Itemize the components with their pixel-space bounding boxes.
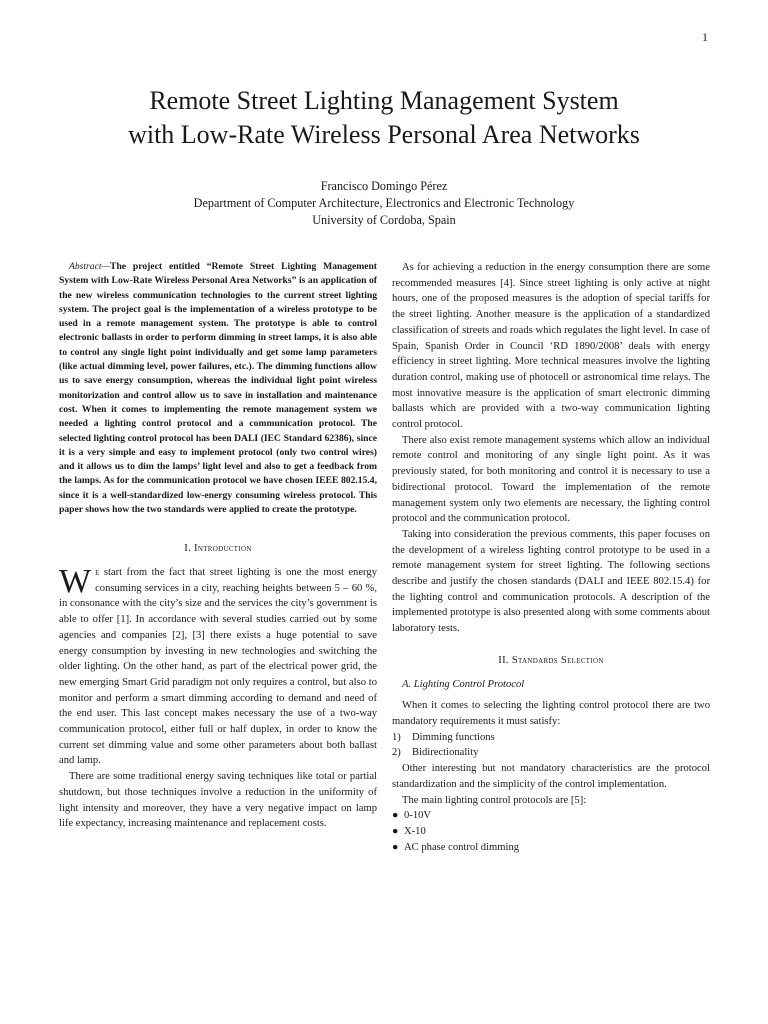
intro-paragraph-3: As for achieving a reduction in the energy consumption there are some recommended measures [4]. Since street lighting is only active at night hours, one of the proposed measures is the adoption of special tariffs for the street lighting. Another measure is the application of a standardized classification of streets and roads which regulates the light level. In case of Spain, Spanish Order in Council ‘RD 1890/2008’ deals with energy efficiency in street lighting. More technical measures involve the lighting duration control, making use of photocell or astronomical time relays. The most innovative measure is the application of smart electronic dimming ballasts which are provided with a two-way communication lighting control protocol. [392,262,710,431]
author-university: University of Cordoba, Spain [312,213,456,227]
abstract [59,260,377,517]
bullet-icon: ● [392,810,399,822]
intro-paragraph-1-text: start from the fact that street lighting is one the most energy consuming services in a city, reaching heights between 5 – 60 %, in consonance with the city’s size and the services the city’s government is able to offer [1]. In accordance with several studies carried out by some agencies and companies [2], [3] there exists a huge potential to save energy consumption by investing in new technologies and switching the older lighting. On the other hand, as part of the electrical power grid, the new emerging Smart Grid paradigm not only requires a control, but also to monitor and perform a smart dimming according to demand and need of the end user. This last concept makes necessary the use of a two-way communication protocol, either full or half duplex, in order to know the current set dimming value and some other parameters about both ballast and lamp. [59,567,377,767]
title-line-2: with Low-Rate Wireless Personal Area Networks [128,120,640,149]
paper-title [0,84,768,152]
right-column [392,260,710,855]
author-block [0,178,768,229]
left-column [59,260,377,832]
requirements-list [392,730,710,761]
standards-paragraph-1: When it comes to selecting the lighting control protocol there are two mandatory requirements it must satisfy: [392,700,710,727]
intro-paragraph-1 [59,565,377,769]
intro-paragraph-4: There also exist remote management systems which allow an individual remote control and monitoring of any single light point. As it was previously stated, for both monitoring and control it is necessary to use a bidirectional protocol. Toward the implementation of the remote management system only two elements are necessary, the lighting control protocol and the communication protocol. [392,434,710,525]
standards-paragraph-3: The main lighting control protocols are [5]: [402,794,587,806]
intro-paragraph-5: Taking into consideration the previous comments, this paper focuses on the development of a wireless lighting control prototype to be used in a remote management system for street lighting. The following sections describe and justify the chosen standards (DALI and IEEE 802.15.4) for the lighting control and communication protocols. A description of the implemented prototype is also presented along with some comments about laboratory tests. [392,528,710,635]
drop-cap: W [59,563,92,601]
list-item: 2) Bidirectionality [392,747,479,759]
author-name: Francisco Domingo Pérez [320,179,448,193]
abstract-text: The project entitled “Remote Street Lighting Management System with Low-Rate Wireless Personal Area Networks” is an application of the new wireless communication technologies to the current street lighting system. The project goal is the implementation of a wireless prototype to be used in a remote management system. The prototype is able to control electronic ballasts in order to perform dimming in street lamps, it is also able to control any single light point individually and get some lamp parameters (like actual dimming level, power failures, etc.). The dimming functions allow us to save energy consumption, whereas the individual light point wireless monitorization and control allow us to save in installation and maintenance cost. When it comes to implementing the remote management system we needed a lighting control protocol and a communication protocol. The selected lighting control protocol has been DALI (IEC Standard 62386), since it is a very simple and easy to implement protocol (only two control wires) and it allows us to dim the lamps’ light level and also to get a feedback from the lamps. As for the communication protocol we have chosen IEEE 802.15.4, since it is a well-standardized low-energy consuming wireless protocol. This paper shows how the two standards were applied to create the prototype. [59,261,377,516]
standards-paragraph-2: Other interesting but not mandatory characteristics are the protocol standardization and the simplicity of the control implementation. [392,763,710,790]
bullet-icon: ● [392,841,399,853]
lead-caps: e [95,567,100,579]
page-number: 1 [702,30,708,44]
list-item: ● X-10 [392,824,710,840]
protocols-list [392,808,710,855]
list-item: 1) Dimming functions [392,731,495,743]
abstract-label: Abstract— [69,261,111,272]
section-heading-standards-selection: II. Standards Selection [498,654,604,666]
bullet-icon: ● [392,825,399,837]
list-item: ● 0-10V [392,808,710,824]
subsection-heading-lighting-control: A. Lighting Control Protocol [402,678,525,690]
list-item: ● AC phase control dimming [392,840,710,856]
section-heading-introduction: I. Introduction [184,543,252,555]
title-line-1: Remote Street Lighting Management System [149,86,619,115]
author-department: Department of Computer Architecture, Electronics and Electronic Technology [193,196,575,210]
intro-paragraph-2: There are some traditional energy saving techniques like total or partial shutdown, but those techniques involve a reduction in the uniformity of light intensity and moreover, they have a very negative impact on lamp life expectancy, increasing maintenance and replacement costs. [59,771,377,830]
